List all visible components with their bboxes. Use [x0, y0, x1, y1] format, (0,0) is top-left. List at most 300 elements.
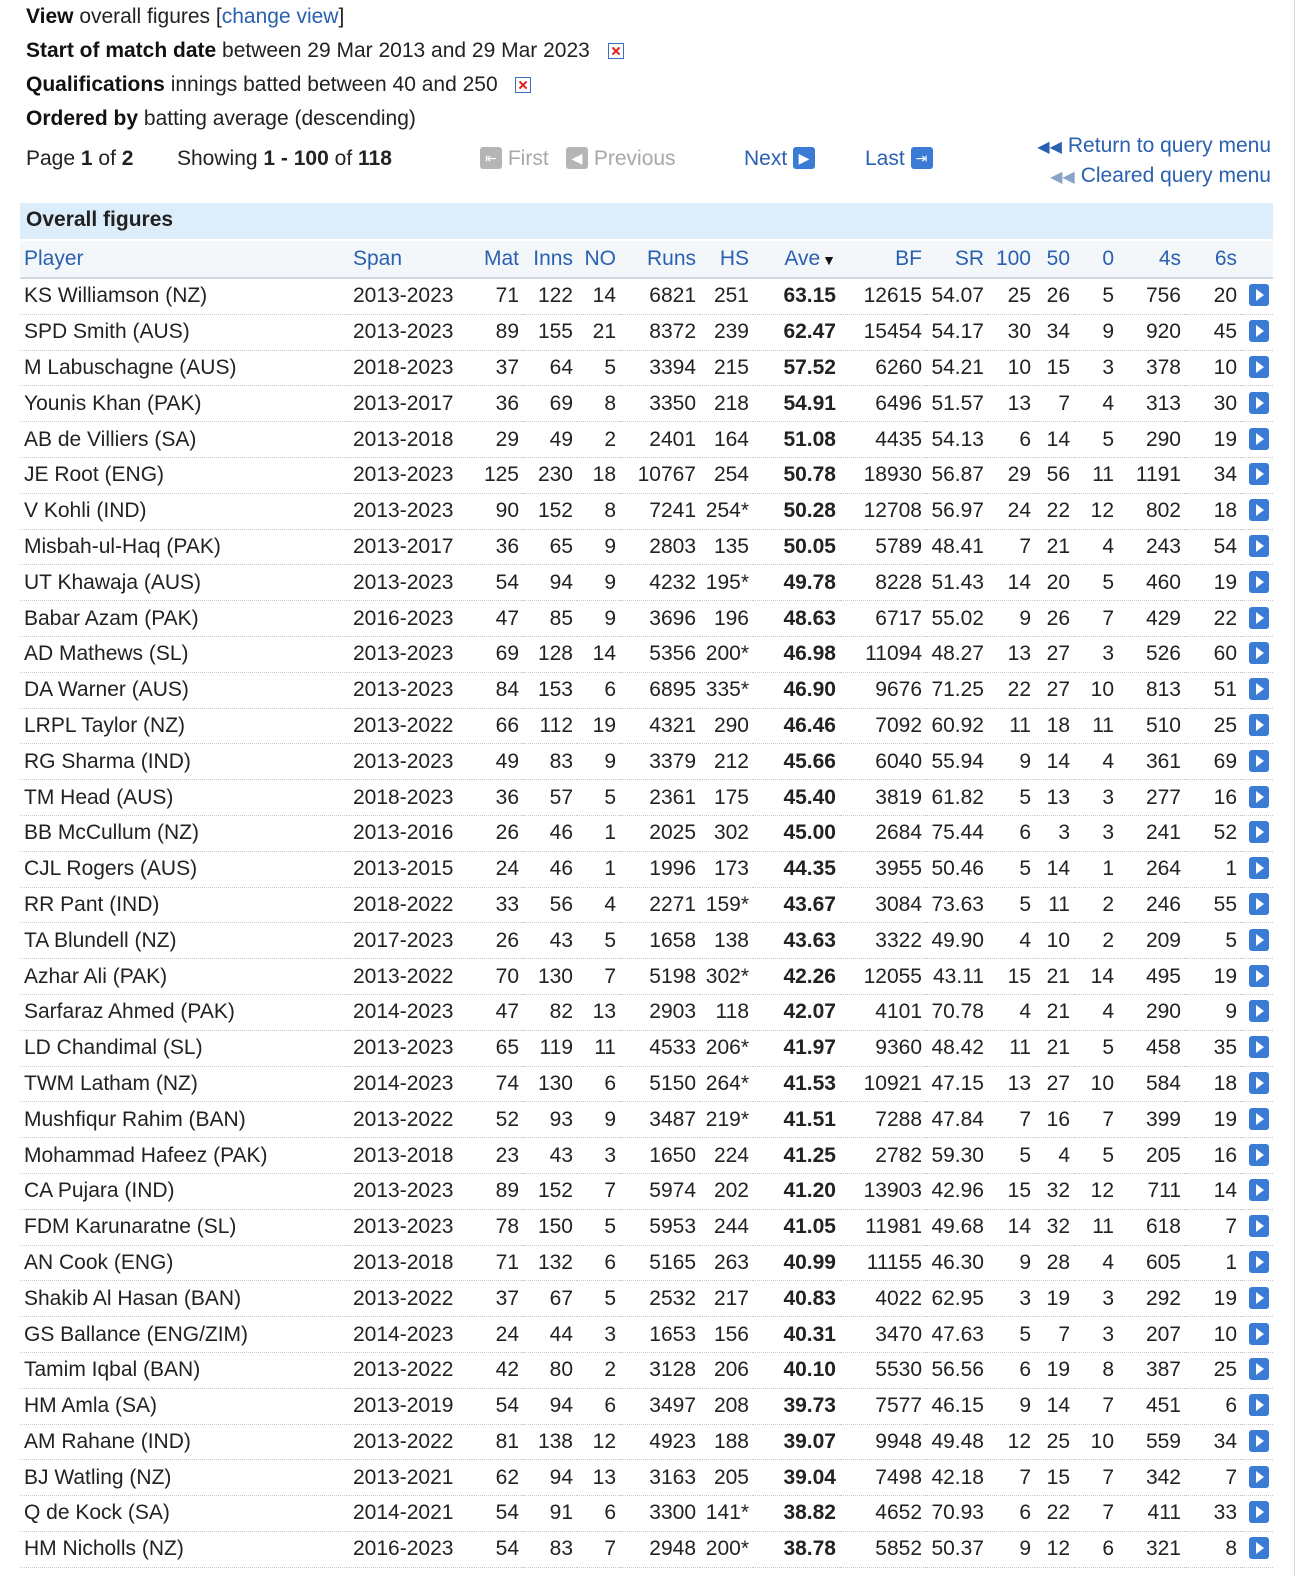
col-matches[interactable]	[472, 241, 523, 278]
next-page-icon[interactable]: ▶	[793, 147, 815, 169]
cell-ducks: 5	[1074, 422, 1118, 458]
cell-balls-faced: 3819	[840, 780, 926, 816]
cell-matches: 24	[472, 851, 523, 887]
cell-fours: 460	[1118, 565, 1185, 601]
player-link[interactable]: M Labuschagne (AUS)	[20, 350, 349, 386]
row-action-cell	[1241, 887, 1273, 923]
date-row	[26, 34, 624, 68]
cell-fours: 495	[1118, 959, 1185, 995]
cell-sixes: 8	[1185, 1531, 1241, 1567]
cell-high-score: 290	[700, 708, 753, 744]
cell-hundreds: 13	[988, 636, 1035, 672]
cell-runs: 4321	[620, 708, 700, 744]
player-link[interactable]: Azhar Ali (PAK)	[20, 959, 349, 995]
player-link[interactable]: Sarfaraz Ahmed (PAK)	[20, 994, 349, 1030]
expand-arrow-icon[interactable]	[1249, 607, 1269, 629]
cell-hundreds: 22	[988, 672, 1035, 708]
cell-runs: 3696	[620, 601, 700, 637]
table-row	[20, 1173, 1273, 1209]
cell-ducks: 7	[1074, 1460, 1118, 1496]
cell-fours: 605	[1118, 1245, 1185, 1281]
cell-strike-rate: 54.17	[926, 314, 988, 350]
previous-page-button	[566, 147, 676, 171]
expand-arrow-icon[interactable]	[1249, 1358, 1269, 1380]
cell-average: 43.63	[753, 923, 840, 959]
cell-runs: 2948	[620, 1531, 700, 1567]
cell-high-score: 118	[700, 994, 753, 1030]
remove-qualification-filter-icon[interactable]	[515, 77, 531, 93]
cell-fours: 378	[1118, 350, 1185, 386]
col-high-score[interactable]	[700, 241, 753, 278]
expand-arrow-icon[interactable]	[1249, 392, 1269, 414]
expand-arrow-icon[interactable]	[1249, 929, 1269, 951]
change-view-link[interactable]: change view	[221, 5, 339, 28]
cell-high-score: 244	[700, 1209, 753, 1245]
cell-matches: 74	[472, 1066, 523, 1102]
cell-average: 51.08	[753, 422, 840, 458]
cell-hundreds: 24	[988, 493, 1035, 529]
player-link[interactable]: SPD Smith (AUS)	[20, 314, 349, 350]
row-action-cell	[1241, 1030, 1273, 1066]
next-label[interactable]: Next	[744, 147, 788, 170]
col-fours[interactable]	[1118, 241, 1185, 278]
cell-sixes: 10	[1185, 350, 1241, 386]
cell-hundreds: 9	[988, 1531, 1035, 1567]
player-link[interactable]: Shakib Al Hasan (BAN)	[20, 1281, 349, 1317]
cell-runs: 3487	[620, 1102, 700, 1138]
qualification-label: Qualifications	[26, 73, 165, 96]
cell-not-outs: 11	[577, 1030, 620, 1066]
cell-hundreds: 4	[988, 923, 1035, 959]
cell-matches: 89	[472, 314, 523, 350]
expand-arrow-icon[interactable]	[1249, 356, 1269, 378]
player-link[interactable]: CA Pujara (IND)	[20, 1173, 349, 1209]
cell-high-score: 196	[700, 601, 753, 637]
query-summary	[26, 0, 624, 136]
cell-hundreds: 6	[988, 1496, 1035, 1532]
col-label[interactable]: NO	[584, 247, 616, 270]
player-link[interactable]: TA Blundell (NZ)	[20, 923, 349, 959]
cell-fifties: 19	[1035, 1281, 1074, 1317]
cell-innings: 128	[523, 636, 577, 672]
col-label[interactable]: HS	[719, 247, 749, 270]
cell-matches: 47	[472, 994, 523, 1030]
expand-arrow-icon[interactable]	[1249, 1215, 1269, 1237]
player-link[interactable]: Misbah-ul-Haq (PAK)	[20, 529, 349, 565]
col-hundreds[interactable]	[988, 241, 1035, 278]
cell-sixes: 10	[1185, 1317, 1241, 1353]
cell-runs: 2532	[620, 1281, 700, 1317]
cell-fours: 458	[1118, 1030, 1185, 1066]
cell-sixes: 14	[1185, 1173, 1241, 1209]
col-label[interactable]: 6s	[1214, 247, 1237, 270]
cell-fours: 207	[1118, 1317, 1185, 1353]
player-link[interactable]: Mushfiqur Rahim (BAN)	[20, 1102, 349, 1138]
cell-runs: 3497	[620, 1388, 700, 1424]
player-link[interactable]: KS Williamson (NZ)	[20, 278, 349, 314]
cell-matches: 66	[472, 708, 523, 744]
cell-strike-rate: 55.94	[926, 744, 988, 780]
cell-innings: 93	[523, 1102, 577, 1138]
cell-strike-rate: 56.56	[926, 1352, 988, 1388]
col-balls-faced[interactable]	[840, 241, 926, 278]
col-label[interactable]: 4s	[1158, 247, 1181, 270]
cell-balls-faced: 9360	[840, 1030, 926, 1066]
cell-balls-faced: 15454	[840, 314, 926, 350]
player-link[interactable]: HM Nicholls (NZ)	[20, 1531, 349, 1567]
col-ducks[interactable]	[1074, 241, 1118, 278]
table-row	[20, 887, 1273, 923]
expand-arrow-icon[interactable]	[1249, 1466, 1269, 1488]
cell-innings: 83	[523, 744, 577, 780]
table-row	[20, 278, 1273, 314]
page-number: 1	[80, 147, 93, 170]
player-link[interactable]: Younis Khan (PAK)	[20, 386, 349, 422]
cell-sixes: 45	[1185, 314, 1241, 350]
cell-innings: 152	[523, 493, 577, 529]
player-link[interactable]: HM Amla (SA)	[20, 1388, 349, 1424]
cell-ducks: 10	[1074, 672, 1118, 708]
col-player[interactable]	[20, 241, 349, 278]
cell-ducks: 11	[1074, 457, 1118, 493]
cell-hundreds: 9	[988, 744, 1035, 780]
cell-fifties: 21	[1035, 994, 1074, 1030]
player-link[interactable]: LD Chandimal (SL)	[20, 1030, 349, 1066]
col-sixes[interactable]	[1185, 241, 1241, 278]
player-link[interactable]: CJL Rogers (AUS)	[20, 851, 349, 887]
return-query-label[interactable]: Return to query menu	[1067, 134, 1271, 157]
expand-arrow-icon[interactable]	[1249, 1323, 1269, 1345]
col-label[interactable]: 100	[995, 247, 1031, 270]
cell-balls-faced: 3084	[840, 887, 926, 923]
cell-not-outs: 12	[577, 1424, 620, 1460]
last-page-button[interactable]	[865, 147, 933, 171]
col-label[interactable]: Player	[24, 247, 84, 270]
showing-of: of	[334, 147, 353, 170]
cell-balls-faced: 10921	[840, 1066, 926, 1102]
previous-label: Previous	[593, 147, 676, 170]
cell-balls-faced: 2782	[840, 1138, 926, 1174]
cell-high-score: 135	[700, 529, 753, 565]
row-action-cell	[1241, 994, 1273, 1030]
expand-arrow-icon[interactable]	[1249, 320, 1269, 342]
view-row	[26, 0, 624, 34]
expand-arrow-icon[interactable]	[1249, 1537, 1269, 1559]
player-link[interactable]: BB McCullum (NZ)	[20, 815, 349, 851]
player-link[interactable]: AN Cook (ENG)	[20, 1245, 349, 1281]
cell-hundreds: 4	[988, 994, 1035, 1030]
player-link[interactable]: DA Warner (AUS)	[20, 672, 349, 708]
cell-ducks: 7	[1074, 1102, 1118, 1138]
cell-matches: 69	[472, 636, 523, 672]
expand-arrow-icon[interactable]	[1249, 750, 1269, 772]
expand-arrow-icon[interactable]	[1249, 1072, 1269, 1094]
cell-ducks: 3	[1074, 780, 1118, 816]
table-row	[20, 923, 1273, 959]
player-link[interactable]: V Kohli (IND)	[20, 493, 349, 529]
player-link[interactable]: LRPL Taylor (NZ)	[20, 708, 349, 744]
cell-innings: 43	[523, 923, 577, 959]
page-of: of	[98, 147, 116, 170]
col-fifties[interactable]	[1035, 241, 1074, 278]
cell-runs: 4232	[620, 565, 700, 601]
cell-innings: 94	[523, 565, 577, 601]
player-link[interactable]: UT Khawaja (AUS)	[20, 565, 349, 601]
cell-fours: 399	[1118, 1102, 1185, 1138]
cell-fours: 618	[1118, 1209, 1185, 1245]
player-link[interactable]: JE Root (ENG)	[20, 457, 349, 493]
cell-hundreds: 13	[988, 1066, 1035, 1102]
remove-date-filter-icon[interactable]	[608, 43, 624, 59]
table-row	[20, 1066, 1273, 1102]
row-action-cell	[1241, 923, 1273, 959]
table-row	[20, 601, 1273, 637]
cell-matches: 89	[472, 1173, 523, 1209]
last-page-icon[interactable]: ⇥	[911, 147, 933, 169]
expand-arrow-icon[interactable]	[1249, 1108, 1269, 1130]
col-not-outs[interactable]	[577, 241, 620, 278]
player-link[interactable]: Tamim Iqbal (BAN)	[20, 1352, 349, 1388]
col-label[interactable]: Runs	[646, 247, 696, 270]
cell-matches: 23	[472, 1138, 523, 1174]
player-link[interactable]: Mohammad Hafeez (PAK)	[20, 1138, 349, 1174]
return-query-link[interactable]	[1037, 132, 1271, 162]
cell-hundreds: 9	[988, 601, 1035, 637]
cell-runs: 8372	[620, 314, 700, 350]
expand-arrow-icon[interactable]	[1249, 499, 1269, 521]
cell-average: 42.07	[753, 994, 840, 1030]
cell-innings: 119	[523, 1030, 577, 1066]
expand-arrow-icon[interactable]	[1249, 1430, 1269, 1452]
cell-hundreds: 6	[988, 815, 1035, 851]
expand-arrow-icon[interactable]	[1249, 1179, 1269, 1201]
player-link[interactable]: AB de Villiers (SA)	[20, 422, 349, 458]
cell-fours: 584	[1118, 1066, 1185, 1102]
cell-average: 46.46	[753, 708, 840, 744]
cell-sixes: 30	[1185, 386, 1241, 422]
date-label: Start of match date	[26, 39, 217, 62]
player-link[interactable]: GS Ballance (ENG/ZIM)	[20, 1317, 349, 1353]
player-link[interactable]: AM Rahane (IND)	[20, 1424, 349, 1460]
col-runs[interactable]	[620, 241, 700, 278]
cell-fours: 246	[1118, 887, 1185, 923]
cell-innings: 65	[523, 529, 577, 565]
last-label[interactable]: Last	[865, 147, 905, 170]
player-link[interactable]: BJ Watling (NZ)	[20, 1460, 349, 1496]
cell-average: 38.82	[753, 1496, 840, 1532]
cell-hundreds: 13	[988, 386, 1035, 422]
col-strike-rate[interactable]	[926, 241, 988, 278]
cell-strike-rate: 59.30	[926, 1138, 988, 1174]
expand-arrow-icon[interactable]	[1249, 1000, 1269, 1022]
cell-not-outs: 6	[577, 1245, 620, 1281]
cell-innings: 83	[523, 1531, 577, 1567]
cell-span: 2013-2017	[349, 386, 472, 422]
cell-ducks: 7	[1074, 1496, 1118, 1532]
cell-high-score: 156	[700, 1317, 753, 1353]
cell-fifties: 21	[1035, 959, 1074, 995]
expand-arrow-icon[interactable]	[1249, 428, 1269, 450]
cell-strike-rate: 54.21	[926, 350, 988, 386]
cell-span: 2013-2018	[349, 1245, 472, 1281]
cell-sixes: 1	[1185, 851, 1241, 887]
cell-fours: 711	[1118, 1173, 1185, 1209]
col-label[interactable]: BF	[895, 247, 922, 270]
cell-high-score: 200*	[700, 636, 753, 672]
cell-high-score: 138	[700, 923, 753, 959]
col-innings[interactable]	[523, 241, 577, 278]
col-label[interactable]: Inns	[533, 247, 573, 270]
cell-ducks: 10	[1074, 1066, 1118, 1102]
cell-ducks: 6	[1074, 1531, 1118, 1567]
cell-strike-rate: 49.68	[926, 1209, 988, 1245]
player-link[interactable]: AD Mathews (SL)	[20, 636, 349, 672]
cell-average: 43.67	[753, 887, 840, 923]
expand-arrow-icon[interactable]	[1249, 1501, 1269, 1523]
col-average[interactable]	[753, 241, 840, 278]
cell-not-outs: 5	[577, 1281, 620, 1317]
cell-not-outs: 7	[577, 959, 620, 995]
cell-runs: 10767	[620, 457, 700, 493]
cell-innings: 80	[523, 1352, 577, 1388]
cell-strike-rate: 62.95	[926, 1281, 988, 1317]
sort-desc-icon: ▼	[822, 252, 836, 268]
expand-arrow-icon[interactable]	[1249, 821, 1269, 843]
col-label[interactable]: Ave	[784, 247, 821, 270]
cell-average: 41.20	[753, 1173, 840, 1209]
cell-not-outs: 13	[577, 994, 620, 1030]
expand-arrow-icon[interactable]	[1249, 1251, 1269, 1273]
cleared-query-link[interactable]	[1037, 162, 1271, 192]
cell-innings: 44	[523, 1317, 577, 1353]
cell-not-outs: 5	[577, 780, 620, 816]
cell-fours: 813	[1118, 672, 1185, 708]
cell-high-score: 206	[700, 1352, 753, 1388]
col-label[interactable]: SR	[954, 247, 984, 270]
player-link[interactable]: Babar Azam (PAK)	[20, 601, 349, 637]
next-page-button[interactable]	[744, 147, 815, 171]
cell-fifties: 21	[1035, 529, 1074, 565]
expand-arrow-icon[interactable]	[1249, 284, 1269, 306]
cell-sixes: 60	[1185, 636, 1241, 672]
expand-arrow-icon[interactable]	[1249, 714, 1269, 736]
cell-balls-faced: 6040	[840, 744, 926, 780]
cell-sixes: 9	[1185, 994, 1241, 1030]
cell-hundreds: 5	[988, 780, 1035, 816]
rewind-icon: ◀◀	[1050, 169, 1075, 186]
table-row	[20, 1102, 1273, 1138]
row-action-cell	[1241, 708, 1273, 744]
expand-arrow-icon[interactable]	[1249, 571, 1269, 593]
cell-runs: 7241	[620, 493, 700, 529]
cell-fifties: 34	[1035, 314, 1074, 350]
cell-ducks: 5	[1074, 565, 1118, 601]
player-link[interactable]: TM Head (AUS)	[20, 780, 349, 816]
expand-arrow-icon[interactable]	[1249, 678, 1269, 700]
cell-fours: 321	[1118, 1531, 1185, 1567]
cell-balls-faced: 6260	[840, 350, 926, 386]
cell-span: 2016-2023	[349, 601, 472, 637]
cell-fours: 429	[1118, 601, 1185, 637]
cell-matches: 65	[472, 1030, 523, 1066]
player-link[interactable]: Q de Kock (SA)	[20, 1496, 349, 1532]
cell-ducks: 3	[1074, 815, 1118, 851]
cell-not-outs: 9	[577, 744, 620, 780]
cell-fifties: 15	[1035, 350, 1074, 386]
cell-span: 2014-2023	[349, 1317, 472, 1353]
cell-not-outs: 7	[577, 1531, 620, 1567]
row-action-cell	[1241, 1102, 1273, 1138]
cleared-query-label[interactable]: Cleared query menu	[1080, 164, 1271, 187]
expand-arrow-icon[interactable]	[1249, 1144, 1269, 1166]
cell-ducks: 2	[1074, 923, 1118, 959]
cell-span: 2018-2023	[349, 780, 472, 816]
expand-arrow-icon[interactable]	[1249, 642, 1269, 664]
col-label[interactable]: Span	[353, 247, 403, 270]
view-close: ]	[338, 5, 345, 28]
cell-not-outs: 2	[577, 1352, 620, 1388]
expand-arrow-icon[interactable]	[1249, 463, 1269, 485]
cell-balls-faced: 5789	[840, 529, 926, 565]
player-link[interactable]: RG Sharma (IND)	[20, 744, 349, 780]
col-label[interactable]: Mat	[483, 247, 519, 270]
cell-fours: 277	[1118, 780, 1185, 816]
cell-average: 46.90	[753, 672, 840, 708]
cell-innings: 122	[523, 278, 577, 314]
cell-hundreds: 12	[988, 1424, 1035, 1460]
cell-span: 2013-2023	[349, 672, 472, 708]
col-label[interactable]: 0	[1102, 247, 1114, 270]
player-link[interactable]: RR Pant (IND)	[20, 887, 349, 923]
expand-arrow-icon[interactable]	[1249, 1036, 1269, 1058]
cell-span: 2013-2022	[349, 708, 472, 744]
col-span[interactable]	[349, 241, 472, 278]
cell-matches: 37	[472, 1281, 523, 1317]
cell-span: 2013-2022	[349, 1102, 472, 1138]
expand-arrow-icon[interactable]	[1249, 965, 1269, 987]
table-row	[20, 1281, 1273, 1317]
table-row	[20, 457, 1273, 493]
player-link[interactable]: FDM Karunaratne (SL)	[20, 1209, 349, 1245]
cell-matches: 125	[472, 457, 523, 493]
expand-arrow-icon[interactable]	[1249, 857, 1269, 879]
cell-sixes: 54	[1185, 529, 1241, 565]
cell-strike-rate: 48.27	[926, 636, 988, 672]
player-link[interactable]: TWM Latham (NZ)	[20, 1066, 349, 1102]
cell-ducks: 4	[1074, 1245, 1118, 1281]
first-page-icon: ⇤	[480, 147, 502, 169]
col-label[interactable]: 50	[1046, 247, 1070, 270]
order-text: batting average (descending)	[143, 107, 416, 130]
cell-not-outs: 9	[577, 601, 620, 637]
table-row	[20, 1030, 1273, 1066]
cell-fours: 290	[1118, 994, 1185, 1030]
cell-sixes: 51	[1185, 672, 1241, 708]
expand-arrow-icon[interactable]	[1249, 786, 1269, 808]
expand-arrow-icon[interactable]	[1249, 1394, 1269, 1416]
cell-innings: 152	[523, 1173, 577, 1209]
cell-strike-rate: 43.11	[926, 959, 988, 995]
expand-arrow-icon[interactable]	[1249, 1287, 1269, 1309]
expand-arrow-icon[interactable]	[1249, 893, 1269, 915]
cell-runs: 2401	[620, 422, 700, 458]
expand-arrow-icon[interactable]	[1249, 535, 1269, 557]
cell-not-outs: 14	[577, 278, 620, 314]
row-action-cell	[1241, 959, 1273, 995]
row-action-cell	[1241, 744, 1273, 780]
cell-not-outs: 21	[577, 314, 620, 350]
cell-span: 2014-2021	[349, 1496, 472, 1532]
